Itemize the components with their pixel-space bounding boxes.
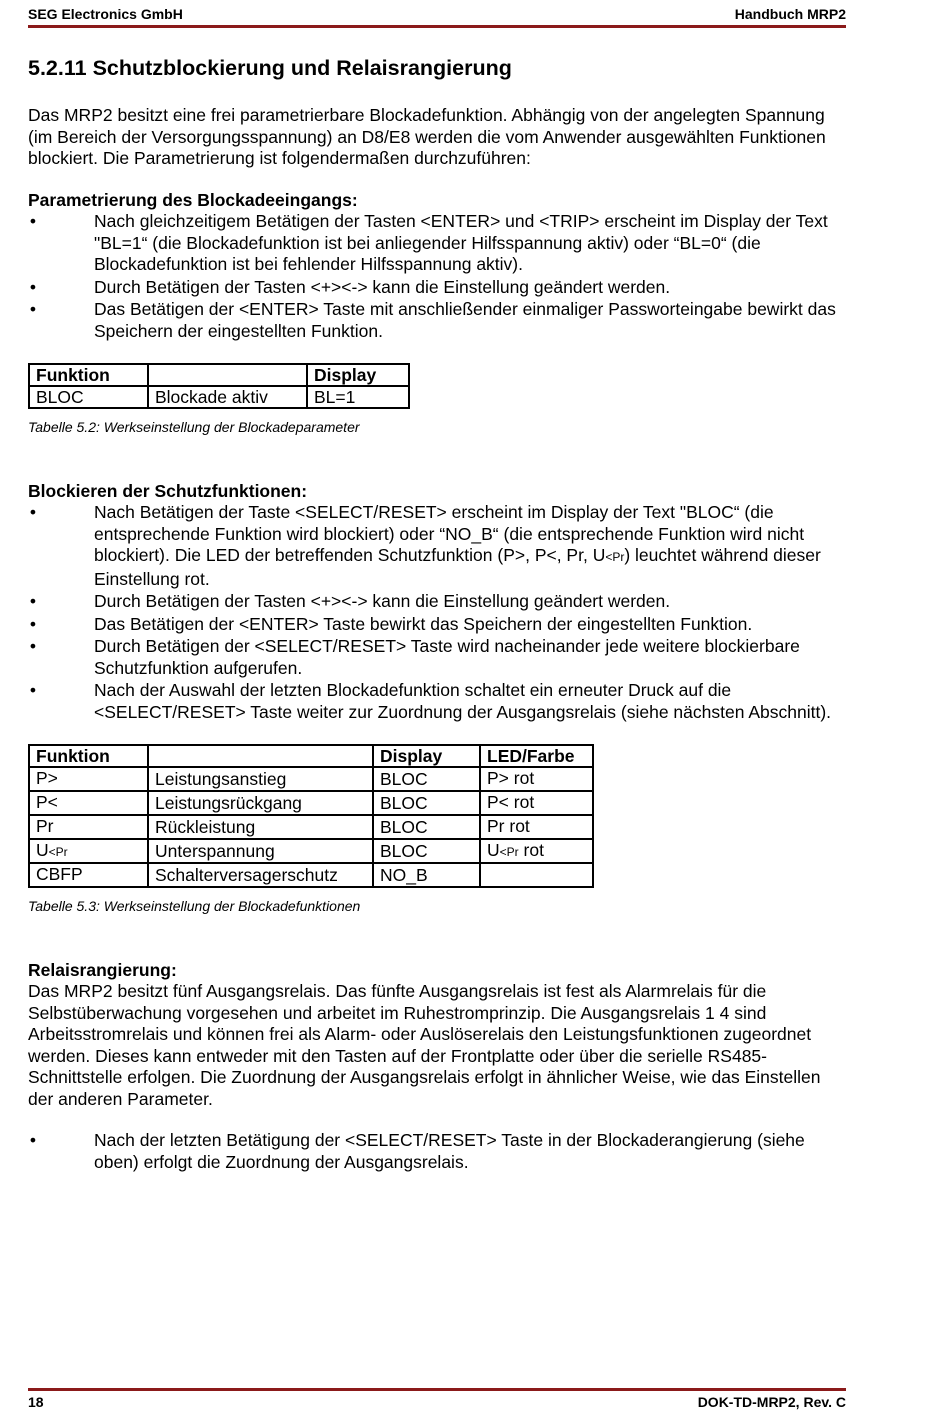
header-rule bbox=[28, 25, 846, 28]
table-row bbox=[29, 791, 593, 815]
table-cell: Leistungsrückgang bbox=[148, 791, 373, 815]
table-cell: NO_B bbox=[373, 863, 480, 887]
block-parameter-table bbox=[28, 363, 410, 409]
document-id: DOK-TD-MRP2, Rev. C bbox=[697, 1394, 846, 1410]
table-header-cell: Funktion bbox=[29, 745, 148, 767]
block-input-list bbox=[28, 211, 846, 342]
table-cell: Blockade aktiv bbox=[148, 386, 307, 408]
table-caption: Tabelle 5.3: Werkseinstellung der Blockadefunktionen bbox=[28, 898, 361, 914]
table-row bbox=[29, 863, 593, 887]
list-item: • Nach Betätigen der Taste <SELECT/RESET> erscheint im Display der Text "BLOC“ (die entsprechende Funktion wird blockiert) oder “NO_B“ (die entsprechende Funktion wird nicht blockiert). Die LED der betreffenden Schutzfunktion (P>, P<, Pr, U<Pr) leuchtet während dieser Einstellung rot. bbox=[29, 502, 821, 589]
bullet-icon: • bbox=[29, 276, 37, 297]
table-cell: Rückleistung bbox=[148, 815, 373, 839]
table-cell: Pr rot bbox=[480, 815, 593, 839]
section-title: 5.2.11 Schutzblockierung und Relaisrangierung bbox=[28, 56, 512, 80]
bullet-icon: • bbox=[29, 299, 37, 319]
list-item: • Das Betätigen der <ENTER> Taste mit anschließender einmaliger Passworteingabe bewirkt das Speichern der eingestellten Funktion. bbox=[29, 299, 836, 341]
list-item: • Durch Betätigen der <SELECT/RESET> Taste wird nacheinander jede weitere blockierbare Schutzfunktion aufgerufen. bbox=[29, 636, 800, 678]
bullet-icon: • bbox=[29, 211, 37, 231]
table-header-cell: Funktion bbox=[29, 364, 148, 386]
list-item: • Nach der Auswahl der letzten Blockadefunktion schaltet ein erneuter Druck auf die <SELECT/RESET> Taste weiter zur Zuordnung der Ausgangsrelais (siehe nächsten Abschnitt). bbox=[29, 680, 832, 722]
header-company: SEG Electronics GmbH bbox=[28, 6, 183, 22]
table-cell: BLOC bbox=[373, 815, 480, 839]
bullet-icon: • bbox=[29, 591, 37, 611]
bullet-icon: • bbox=[29, 502, 37, 522]
table-cell: U<Pr bbox=[29, 839, 148, 863]
table-cell: P< bbox=[29, 791, 148, 815]
table-header-cell: Display bbox=[307, 364, 409, 386]
block-functions-table bbox=[28, 744, 594, 888]
table-row bbox=[29, 815, 593, 839]
block-input-heading: Parametrierung des Blockadeeingangs: bbox=[28, 189, 358, 210]
header-manual-title: Handbuch MRP2 bbox=[734, 6, 846, 22]
relais-paragraph: Das MRP2 besitzt fünf Ausgangsrelais. Das fünfte Ausgangsrelais ist fest als Alarmrelais für die Selbstüberwachung vorgesehen und arbeitet im Ruhestromprinzip. Die Ausgangsrelais 1 4 sind Arbeitsstromrelais und können frei als Alarm- oder Auslöserelais den Leistungsfunktionen zugeordnet werden. Dieses kann entweder mit den Tasten auf der Frontplatte oder über die serielle RS485-Schnittstelle erfolgen. Die Zuordnung der Ausgangsrelais erfolgt in ähnlicher Weise, wie das Einstellen der anderen Parameter. bbox=[28, 981, 821, 1109]
list-item: • Durch Betätigen der Tasten <+><-> kann die Einstellung geändert werden. bbox=[29, 591, 671, 611]
table-cell: P> bbox=[29, 767, 148, 791]
table-cell: BLOC bbox=[29, 386, 148, 408]
table-header-cell bbox=[148, 364, 307, 386]
table-row bbox=[29, 767, 593, 791]
table-cell: BLOC bbox=[373, 839, 480, 863]
bullet-icon: • bbox=[29, 636, 37, 656]
table-cell: Schalterversagerschutz bbox=[148, 863, 373, 887]
table-row bbox=[29, 386, 409, 408]
list-item: • Nach der letzten Betätigung der <SELECT/RESET> Taste in der Blockaderangierung (siehe oben) erfolgt die Zuordnung der Ausgangsrelais. bbox=[29, 1130, 805, 1172]
table-header-row bbox=[29, 745, 593, 767]
table-cell: P> rot bbox=[480, 767, 593, 791]
page-content bbox=[28, 55, 846, 1174]
footer-rule bbox=[28, 1388, 846, 1391]
table-header-row bbox=[29, 364, 409, 386]
list-item: • Das Betätigen der <ENTER> Taste bewirkt das Speichern der eingestellten Funktion. bbox=[29, 613, 753, 634]
table-header-cell: Display bbox=[373, 745, 480, 767]
table-cell: Pr bbox=[29, 815, 148, 839]
table-cell: Unterspannung bbox=[148, 839, 373, 863]
bullet-icon: • bbox=[29, 1130, 37, 1150]
table-header-cell bbox=[148, 745, 373, 767]
table-cell: Leistungsanstieg bbox=[148, 767, 373, 791]
intro-paragraph: Das MRP2 besitzt eine frei parametrierbare Blockadefunktion. Abhängig von der angelegten Spannung (im Bereich der Versorgungsspannung) an D8/E8 werden die vom Anwender ausgewählten Funktionen blockiert. Die Parametrierung ist folgendermaßen durchzuführen: bbox=[28, 105, 826, 168]
table-cell: U<Pr rot bbox=[480, 839, 593, 863]
block-functions-list bbox=[28, 502, 846, 723]
table-cell: P< rot bbox=[480, 791, 593, 815]
list-item: • Nach gleichzeitigem Betätigen der Tasten <ENTER> und <TRIP> erscheint im Display der Text "BL=1“ (die Blockadefunktion ist bei anliegender Hilfsspannung aktiv) oder “BL=0“ (die Blockadefunktion ist bei fehlender Hilfsspannung aktiv). bbox=[29, 211, 828, 274]
bullet-icon: • bbox=[29, 680, 37, 700]
page-number: 18 bbox=[28, 1394, 44, 1410]
table-caption: Tabelle 5.2: Werkseinstellung der Blockadeparameter bbox=[28, 419, 360, 435]
bullet-icon: • bbox=[29, 613, 37, 634]
table-header-cell: LED/Farbe bbox=[480, 745, 593, 767]
list-item: • Durch Betätigen der Tasten <+><-> kann die Einstellung geändert werden. bbox=[29, 276, 671, 297]
relais-list bbox=[28, 1130, 846, 1173]
table-cell: BL=1 bbox=[307, 386, 409, 408]
table-cell: CBFP bbox=[29, 863, 148, 887]
table-cell: BLOC bbox=[373, 767, 480, 791]
table-row bbox=[29, 839, 593, 863]
table-cell: BLOC bbox=[373, 791, 480, 815]
relais-heading: Relaisrangierung: bbox=[28, 959, 177, 980]
table-cell bbox=[480, 863, 593, 887]
block-functions-heading: Blockieren der Schutzfunktionen: bbox=[28, 480, 308, 501]
